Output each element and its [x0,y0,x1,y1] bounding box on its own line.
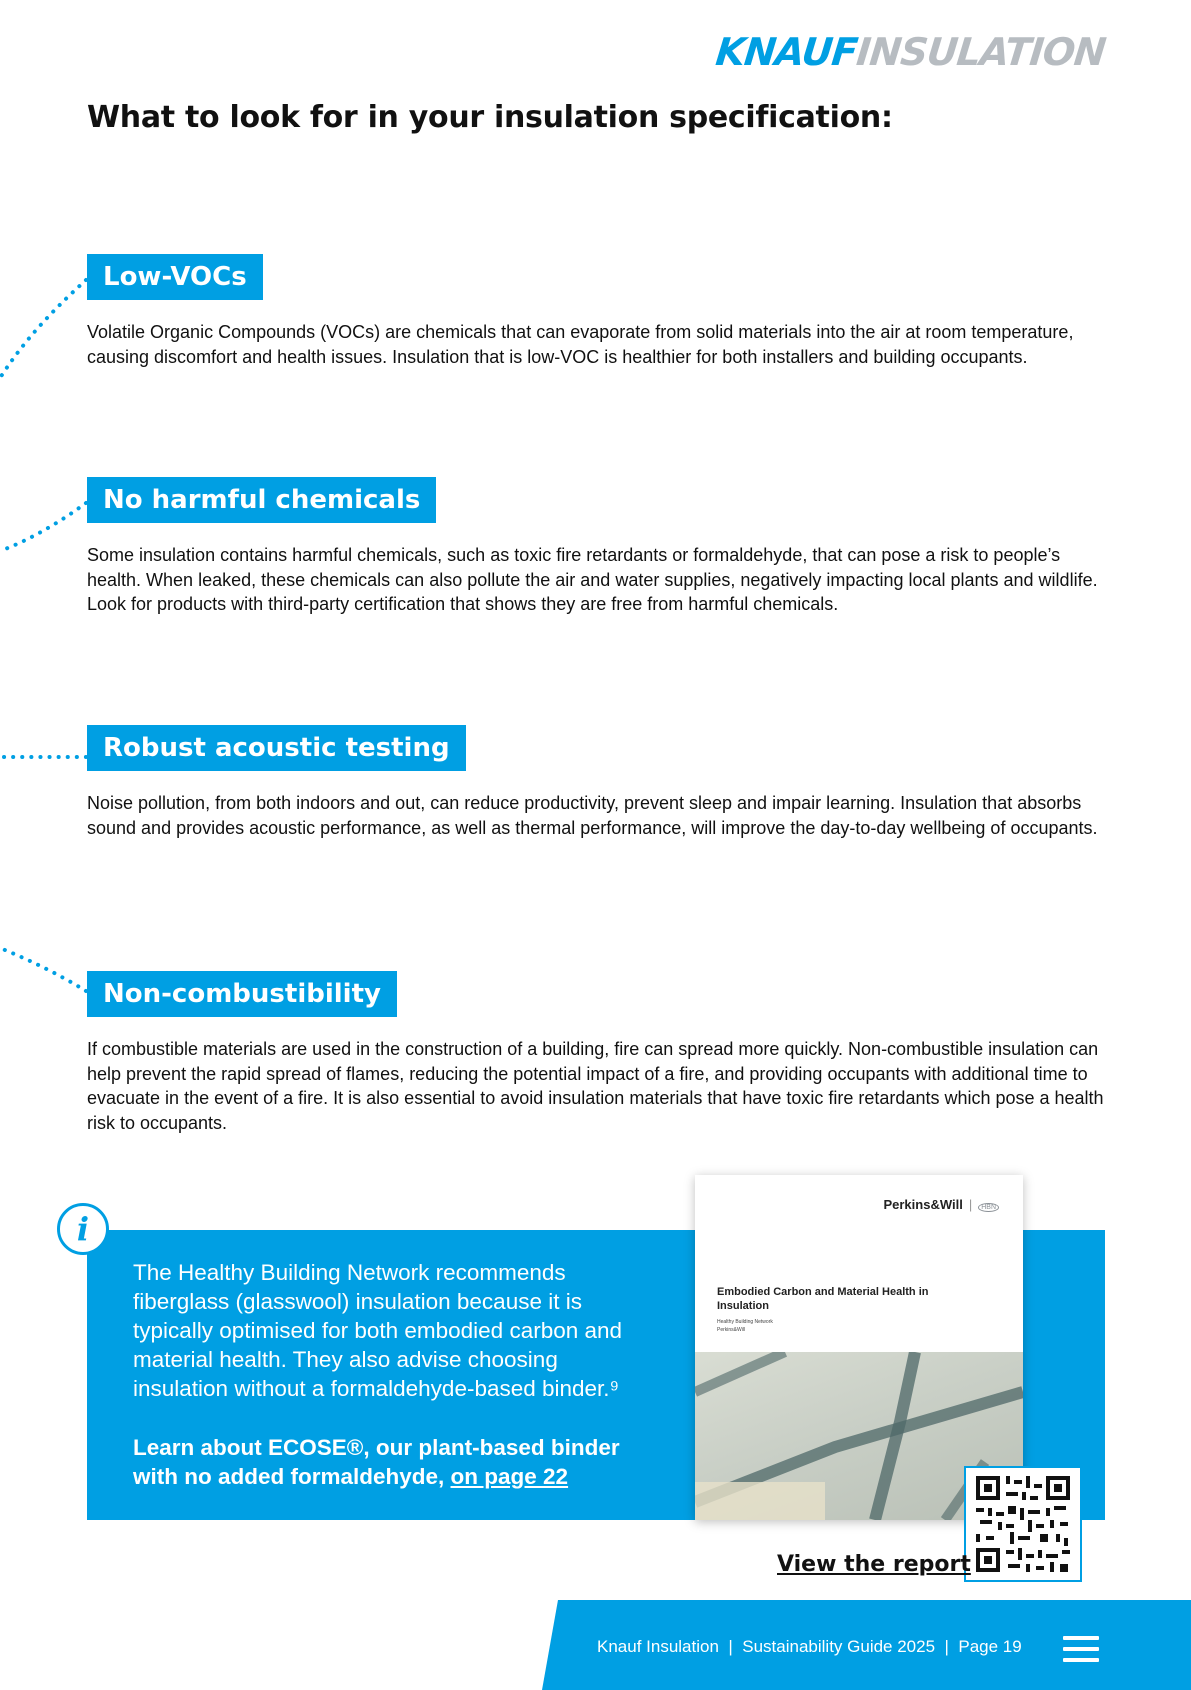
info-icon: i [57,1203,109,1255]
section-label: Non-combustibility [87,971,397,1017]
knauf-insulation-logo [714,30,1108,74]
hamburger-menu-icon[interactable] [1063,1636,1099,1662]
footer-text [597,1636,1022,1658]
section-body: Noise pollution, from both indoors and out, can reduce productivity, prevent sleep and impair learning. Insulation that absorbs sound and provides acoustic performance, as well as thermal performance, will improve the day-to-day wellbeing of occupants. [87,793,1098,838]
footer-guide-title: Sustainability Guide 2025 [742,1637,936,1656]
section-body: Some insulation contains harmful chemicals, such as toxic fire retardants or formaldehyde, that can pose a risk to people’s health. When leaked, these chemicals can also pollute the air and water supplies, negatively impacting local plants and wildlife. Look for products with third-party certification that shows they are free from harmful chemicals. [87,545,1098,614]
hbn-logo: HBN [978,1203,999,1212]
section-robust-acoustic-testing [87,725,1107,840]
report-title: Embodied Carbon and Material Health in Insulation [717,1286,929,1312]
logo-insulation-text: INSULATION [854,30,1108,74]
report-subtitle [717,1318,773,1334]
info-cta-text: Learn about ECOSE®, our plant-based binder with no added formaldehyde, [133,1435,620,1489]
section-label: No harmful chemicals [87,477,436,523]
section-low-vocs [87,254,1107,369]
section-label: Robust acoustic testing [87,725,466,771]
report-brand [883,1197,999,1212]
footer-separator: | [944,1637,949,1656]
footer-company: Knauf Insulation [597,1637,719,1656]
section-body: If combustible materials are used in the construction of a building, fire can spread more quickly. Non-combustible insulation can help prevent the rapid spread of flames, reducing the potential impact of a fire, and providing occupants with additional time to evacuate in the event of a fire. It is also essential to avoid insulation materials that have toxic fire retardants which pose a health risk to occupants. [87,1039,1104,1133]
footer-separator: | [728,1637,733,1656]
section-body: Volatile Organic Compounds (VOCs) are chemicals that can evaporate from solid materials into the air at room temperature, causing discomfort and health issues. Insulation that is low-VOC is healthier for both installers and building occupants. [87,322,1074,367]
perkins-will-label: Perkins&Will [883,1197,963,1212]
page-22-link[interactable]: on page 22 [450,1464,569,1489]
view-report-link[interactable]: View the report [777,1552,971,1577]
page-title: What to look for in your insulation specification: [87,100,893,135]
section-no-harmful-chemicals [87,477,1107,617]
brand-separator: | [968,1197,973,1212]
section-non-combustibility [87,971,1107,1135]
report-subtitle-line-2: Perkins&Will [717,1327,746,1333]
info-cta [133,1433,653,1491]
footer-page-number: Page 19 [958,1637,1022,1656]
section-label: Low-VOCs [87,254,263,300]
decorative-dotted-lines [0,0,100,1000]
report-subtitle-line-1: Healthy Building Network [717,1319,773,1325]
logo-knauf-text: KNAUF [713,30,859,74]
info-text: The Healthy Building Network recommends fiberglass (glasswool) insulation because it is typically optimised for both embodied carbon and material health. They also advise choosing insulation without a formaldehyde-based binder.⁹ [133,1260,623,1401]
qr-code-icon[interactable] [964,1466,1082,1582]
